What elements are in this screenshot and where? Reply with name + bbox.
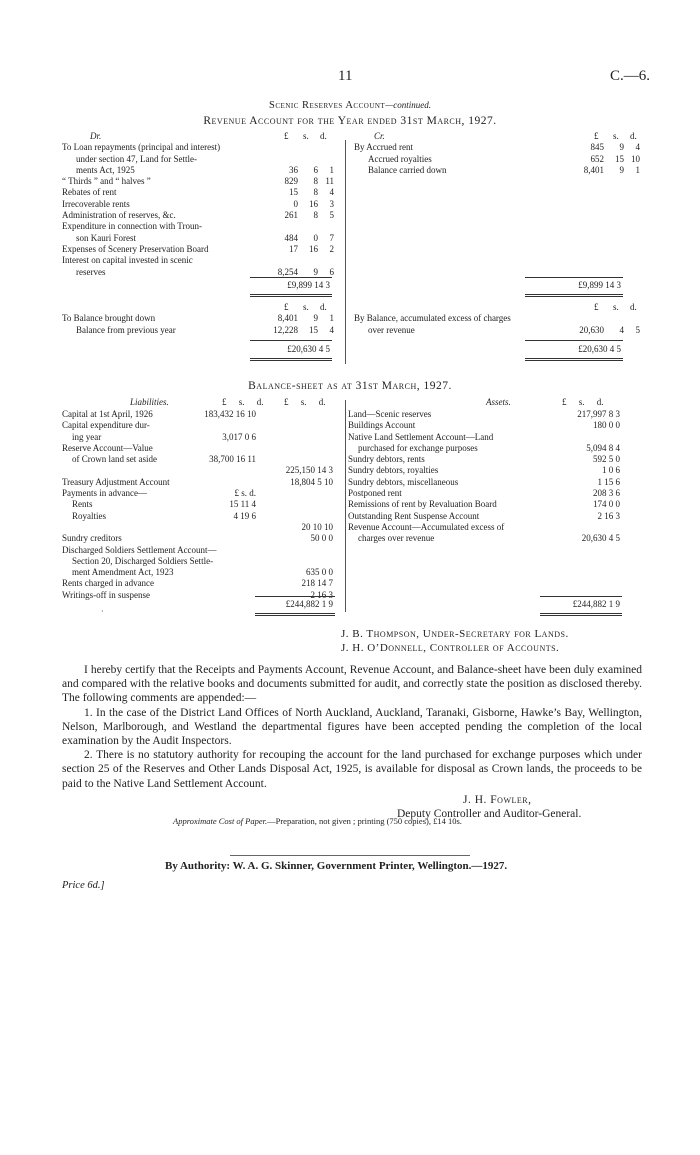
liability-amount: 2 16 3	[310, 589, 333, 600]
audit-certificate	[62, 663, 642, 821]
liability-row	[62, 488, 342, 499]
signatory-2: J. H. O’Donnell, Controller of Accounts.	[341, 642, 560, 654]
liability-label: Payments in advance—	[62, 488, 147, 499]
amount-pounds: 484	[284, 232, 298, 243]
asset-label: Revenue Account—Accumulated excess of	[348, 521, 505, 532]
entry-label: Expenses of Scenery Preservation Board	[62, 243, 209, 254]
col-header: £	[594, 302, 599, 312]
revenue-account-title: Revenue Account for the Year ended 31st March, 1927.	[203, 115, 497, 127]
liability-amount: 635 0 0	[306, 567, 333, 578]
entry-label: under section 47, Land for Settle-	[76, 153, 197, 164]
liability-row	[62, 443, 342, 454]
balance-sheet-headers	[62, 397, 642, 409]
amount-shillings: 9	[619, 164, 624, 175]
liability-amount: 50 0 0	[310, 533, 333, 544]
asset-row	[348, 465, 628, 476]
liability-row	[62, 477, 342, 488]
entry-label: over revenue	[368, 324, 415, 335]
credit-entry	[354, 142, 642, 153]
amount-pounds: 15	[289, 187, 298, 198]
debit-label: Dr.	[90, 131, 102, 141]
liability-subamount: 3,017 0 6	[222, 431, 256, 442]
col-pence: d.	[630, 131, 637, 141]
credit-label: Cr.	[374, 131, 385, 141]
col-header: d.	[630, 302, 637, 312]
asset-amount: 217,997 8 3	[577, 409, 620, 419]
asset-row	[348, 533, 628, 544]
asset-label: Postponed rent	[348, 488, 402, 499]
col-shillings: s.	[303, 131, 309, 141]
asset-amount: 592 5 0	[593, 454, 620, 465]
asset-amount: 208 3 6	[593, 488, 620, 499]
amount-pence: 7	[329, 232, 334, 243]
liability-subamount: 183,432 16 10	[204, 409, 256, 419]
liability-amount: 225,150 14 3	[285, 465, 333, 476]
balance-credit	[354, 313, 642, 336]
debit-entry	[62, 221, 642, 232]
entry-label: ments Act, 1925	[76, 164, 135, 175]
asset-amount: 20,630 4 5	[581, 533, 620, 544]
assets-list	[348, 409, 628, 545]
liability-label: Discharged Soldiers Settlement Account—	[62, 544, 217, 555]
entry-label: Balance carried down	[368, 164, 447, 175]
balance-total-debit: £20,630 4 5	[287, 344, 330, 354]
dot-mark: ·	[101, 607, 104, 616]
liability-amount: 218 14 7	[301, 578, 333, 589]
liability-row	[62, 465, 342, 476]
asset-row	[348, 409, 628, 420]
entry-label: son Kauri Forest	[76, 232, 136, 243]
asset-label: Outstanding Rent Suspense Account	[348, 510, 480, 521]
signatory-1: J. B. Thompson, Under-Secretary for Lands.	[341, 628, 569, 640]
page-number: 11	[338, 68, 353, 84]
amount-pounds: 829	[284, 176, 298, 187]
liability-label: of Crown land set aside	[72, 454, 157, 465]
balance-total-credit: £20,630 4 5	[578, 344, 621, 354]
amount-shillings: 15	[309, 324, 318, 335]
liability-label: Section 20, Discharged Soldiers Settle-	[72, 555, 214, 566]
liability-label: Rents charged in advance	[62, 578, 155, 589]
document-reference: C.—6.	[610, 68, 651, 84]
liability-label: Rents	[72, 499, 93, 510]
amount-pounds: 12,228	[273, 324, 298, 335]
asset-label: purchased for exchange purposes	[358, 442, 478, 453]
liability-subamount: 38,700 16 11	[209, 454, 256, 465]
entry-label: “ Thirds ” and “ halves ”	[62, 176, 151, 187]
debit-entry	[62, 255, 642, 266]
entry-label: Rebates of rent	[62, 187, 117, 198]
col-pence: d.	[320, 131, 327, 141]
amount-pence: 5	[635, 324, 640, 335]
liability-row	[62, 522, 342, 533]
sub-columns: £ s. d.	[222, 397, 264, 407]
certificate-paragraph: 1. In the case of the District Land Offices of North Auckland, Auckland, Taranaki, Gisborne, Hawke’s Bay, Wellington, Nelson, Marlborough, and Westland the departmental figures have been accepted pending the completion of the local examination by the Audit Inspectors.	[62, 706, 642, 748]
liability-row	[62, 556, 342, 567]
asset-row	[348, 477, 628, 488]
amount-pence: 1	[635, 164, 640, 175]
amount-pence: 3	[329, 198, 334, 209]
cost-note-text: —Preparation, not given ; printing (750 copies), £14 10s.	[267, 816, 462, 826]
liability-label: Reserve Account—Value	[62, 442, 153, 453]
amount-pence: 6	[329, 266, 334, 277]
col-header: s.	[303, 302, 309, 312]
liability-row	[62, 545, 342, 556]
amount-pounds: 652	[590, 153, 604, 164]
amount-shillings: 8	[313, 210, 318, 221]
amount-shillings: 15	[615, 153, 624, 164]
section-title-text: Scenic Reserves Account	[269, 100, 386, 111]
amount-pence: 11	[325, 176, 334, 187]
col-shillings: s.	[613, 131, 619, 141]
amount-pounds: 845	[590, 142, 604, 153]
cost-note-label: Approximate Cost of Paper.	[173, 816, 268, 826]
balance-sheet-title: Balance-sheet as at 31st March, 1927.	[248, 380, 452, 392]
asset-amount: 1 15 6	[597, 476, 620, 487]
cost-note	[173, 816, 462, 826]
asset-row	[348, 499, 628, 510]
liability-row	[62, 432, 342, 443]
asset-row	[348, 488, 628, 499]
amount-pounds: 20,630	[579, 324, 604, 335]
amount-pounds: 8,401	[583, 164, 604, 175]
asset-amount: 2 16 3	[597, 510, 620, 521]
liability-label: Capital at 1st April, 1926	[62, 409, 153, 419]
amount-pounds: 8,254	[277, 266, 298, 277]
entry-label: Interest on capital invested in scenic	[62, 255, 193, 266]
asset-label: Land—Scenic reserves	[348, 409, 432, 419]
asset-label: Remissions of rent by Revaluation Board	[348, 499, 497, 510]
entry-label: Administration of reserves, &c.	[62, 210, 176, 221]
amount-shillings: 16	[309, 198, 318, 209]
revenue-total-debit: £9,899 14 3	[287, 280, 330, 290]
asset-label: Native Land Settlement Account—Land	[348, 431, 494, 442]
amount-shillings: 8	[313, 187, 318, 198]
col-header: s.	[613, 302, 619, 312]
amount-shillings: 9	[313, 313, 318, 324]
assets-label: Assets.	[486, 397, 511, 407]
amount-shillings: 6	[313, 164, 318, 175]
entry-label: Irrecoverable rents	[62, 198, 130, 209]
amount-pence: 2	[329, 243, 334, 254]
assets-total: £244,882 1 9	[572, 599, 620, 609]
liability-label: Sundry creditors	[62, 533, 122, 544]
asset-amount: 174 0 0	[593, 499, 620, 510]
col-pounds: £	[594, 131, 599, 141]
section-title-suffix: —continued.	[385, 100, 431, 110]
revenue-total-credit: £9,899 14 3	[578, 280, 621, 290]
asset-label: Sundry debtors, miscellaneous	[348, 476, 459, 487]
liability-label: ing year	[72, 431, 102, 442]
col-header: £	[284, 302, 289, 312]
liability-subamount: 4 19 6	[233, 510, 256, 521]
liability-row	[62, 454, 342, 465]
asset-row	[348, 443, 628, 454]
amount-pounds: 8,401	[277, 313, 298, 324]
asset-row	[348, 522, 628, 533]
amount-shillings: 9	[313, 266, 318, 277]
liability-row	[62, 533, 342, 544]
asset-row	[348, 432, 628, 443]
auditor-title: Deputy Controller and Auditor-General.	[397, 808, 582, 821]
entry-label: Balance from previous year	[76, 324, 176, 335]
amount-pounds: 36	[289, 164, 298, 175]
amount-pounds: 0	[293, 198, 298, 209]
credit-entry	[354, 154, 642, 165]
debit-entry	[62, 199, 642, 210]
liabilities-total: £244,882 1 9	[285, 599, 333, 609]
liability-row	[62, 409, 342, 420]
liability-subamount: 15 11 4	[229, 499, 256, 510]
debit-entry	[62, 233, 642, 244]
liability-amount: 18,804 5 10	[290, 476, 333, 487]
liability-row	[62, 578, 342, 589]
entry-label: Expenditure in connection with Troun-	[62, 221, 202, 232]
asset-label: Sundry debtors, rents	[348, 454, 425, 465]
amount-shillings: 9	[619, 142, 624, 153]
printing-authority: By Authority: W. A. G. Skinner, Government Printer, Wellington.—1927.	[165, 860, 508, 872]
entry-label: reserves	[76, 266, 106, 277]
debit-entry	[62, 210, 642, 221]
liability-label: Treasury Adjustment Account	[62, 476, 170, 487]
price: Price 6d.]	[62, 880, 105, 891]
liability-label: Royalties	[72, 510, 106, 521]
liability-subamount: £ s. d.	[234, 488, 256, 499]
certificate-paragraph: 2. There is no statutory authority for recouping the account for the land purchased for exchange purposes which under section 25 of the Reserves and Other Lands Disposal Act, 1925, is available for disposal as Crown lands, the proceeds to be paid to the Native Land Settlement Account.	[62, 749, 642, 790]
main-columns: £ s. d.	[284, 397, 326, 407]
asset-amount: 5,094 8 4	[586, 442, 620, 453]
amount-pence: 10	[631, 153, 640, 164]
amount-shillings: 8	[313, 176, 318, 187]
amount-shillings: 0	[313, 232, 318, 243]
asset-label: charges over revenue	[358, 533, 435, 544]
amount-pence: 1	[329, 313, 334, 324]
col-header: d.	[320, 302, 327, 312]
credit-entry	[354, 165, 642, 176]
liability-label: Writings-off in suspense	[62, 589, 150, 600]
amount-pence: 1	[329, 164, 334, 175]
amount-pounds: 261	[284, 210, 298, 221]
asset-row	[348, 511, 628, 522]
section-title	[0, 99, 700, 112]
entry-label: To Loan repayments (principal and interest)	[62, 142, 221, 153]
asset-row	[348, 454, 628, 465]
certificate-paragraph: I hereby certify that the Receipts and Payments Account, Revenue Account, and Balance-sheet have been duly examined and compared with the relative books and documents submitted for audit, and correctly state the position as disclosed thereby. The following comments are appended:—	[62, 664, 642, 705]
amount-pence: 4	[329, 324, 334, 335]
amount-pence: 4	[635, 142, 640, 153]
liability-label: Capital expenditure dur-	[62, 420, 150, 431]
liability-row	[62, 499, 342, 510]
liability-row	[62, 511, 342, 522]
debit-entry	[62, 244, 642, 255]
liabilities-label: Liabilities.	[130, 397, 169, 407]
amount-shillings: 4	[619, 324, 624, 335]
liabilities-list	[62, 409, 342, 601]
credit-entries	[354, 142, 642, 176]
asset-label: Sundry debtors, royalties	[348, 465, 439, 476]
amount-pounds: 17	[289, 243, 298, 254]
entry-label: By Balance, accumulated excess of charges	[354, 313, 511, 324]
balance-section	[62, 302, 642, 336]
debit-entry	[62, 187, 642, 198]
liability-row	[62, 420, 342, 431]
asset-row	[348, 420, 628, 431]
debit-entry	[62, 176, 642, 187]
amount-shillings: 16	[309, 243, 318, 254]
liability-label: ment Amendment Act, 1923	[72, 567, 174, 578]
liability-row	[62, 567, 342, 578]
entry-label: By Accrued rent	[354, 142, 413, 153]
asset-label: Buildings Account	[348, 420, 416, 431]
entry-label: Accrued royalties	[368, 153, 432, 164]
asset-columns: £ s. d.	[562, 397, 604, 407]
asset-amount: 180 0 0	[593, 420, 620, 431]
asset-amount: 1 0 6	[602, 465, 620, 476]
auditor-name: J. H. Fowler,	[463, 793, 532, 806]
amount-pence: 5	[329, 210, 334, 221]
liability-amount: 20 10 10	[301, 521, 333, 532]
entry-label: To Balance brought down	[62, 313, 156, 324]
amount-pence: 4	[329, 187, 334, 198]
col-pounds: £	[284, 131, 289, 141]
